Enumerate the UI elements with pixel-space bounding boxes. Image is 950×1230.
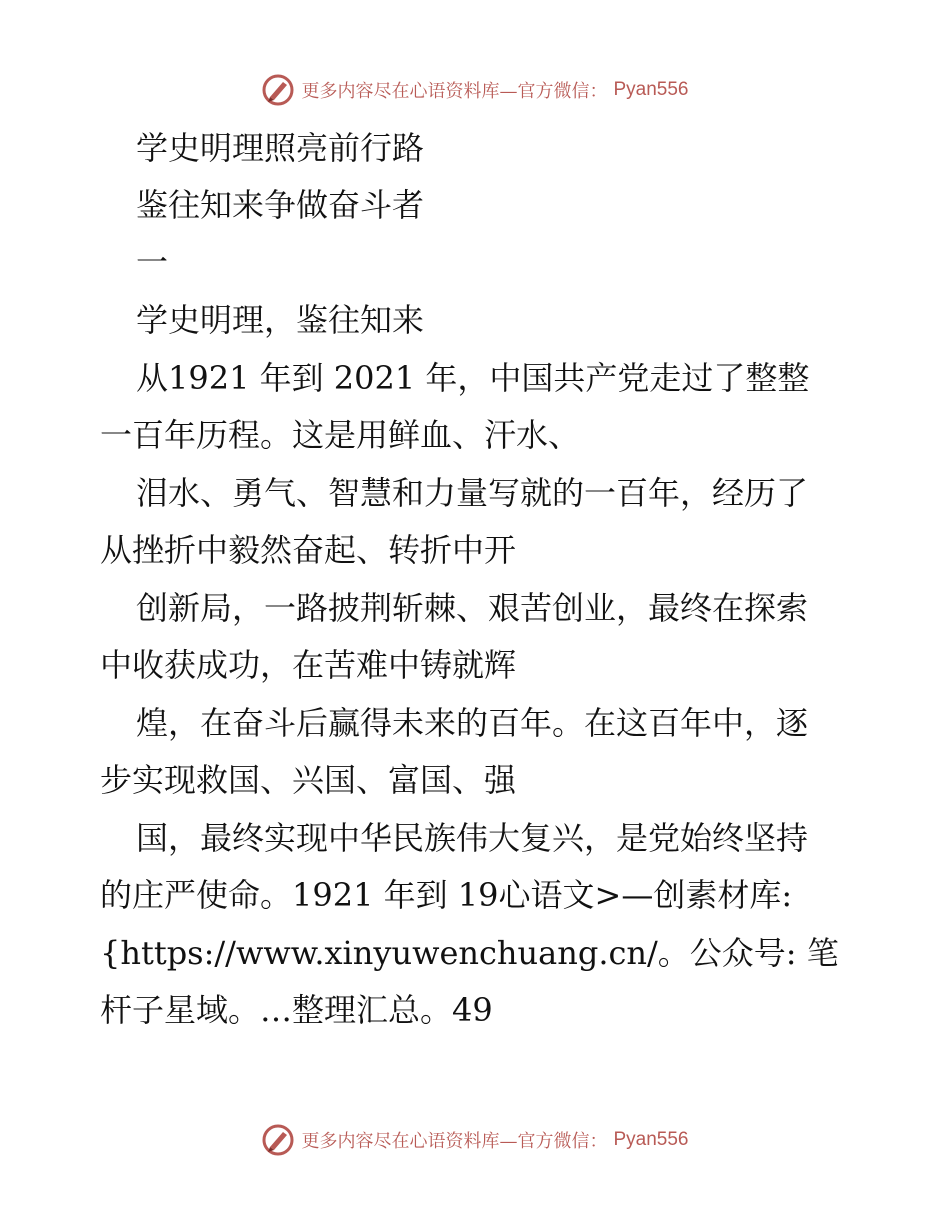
paragraph-line: 杆子星域。…整理汇总。49 xyxy=(100,991,493,1029)
paragraph-line: 煌，在奋斗后赢得未来的百年。在这百年中，逐 xyxy=(136,704,809,742)
header-banner xyxy=(0,70,950,110)
section-number: 一 xyxy=(136,243,169,281)
paragraph-line: 从1921 年到 2021 年，中国共产党走过了整整 xyxy=(136,359,810,397)
pen-seal-icon xyxy=(261,1123,295,1157)
paragraph-line: 步实现救国、兴国、富国、强 xyxy=(100,761,517,799)
title-line-1: 学史明理照亮前行路 xyxy=(136,129,425,167)
paragraph-line: 国，最终实现中华民族伟大复兴，是党始终坚持 xyxy=(136,819,809,857)
banner-text: 更多内容尽在心语资料库—官方微信： xyxy=(301,1131,608,1152)
pen-seal-icon xyxy=(261,73,295,107)
paragraph-line: 的庄严使命。1921 年到 19心语文>—创素材库: xyxy=(100,876,793,914)
banner-wechat-id: Pyan556 xyxy=(613,79,689,100)
banner-text: 更多内容尽在心语资料库—官方微信： xyxy=(301,81,608,102)
section-heading: 学史明理，鉴往知来 xyxy=(136,301,425,339)
paragraph-line: 一百年历程。这是用鲜血、汗水、 xyxy=(100,416,581,454)
banner-wechat-id: Pyan556 xyxy=(613,1129,689,1150)
paragraph-line: 从挫折中毅然奋起、转折中开 xyxy=(100,531,517,569)
footer-banner xyxy=(0,1120,950,1160)
paragraph-line: {https://www.xinyuwenchuang.cn/。公众号: 笔 xyxy=(100,934,839,972)
paragraph-line: 创新局，一路披荆斩棘、艰苦创业，最终在探索 xyxy=(136,589,809,627)
paragraph-line: 泪水、勇气、智慧和力量写就的一百年，经历了 xyxy=(136,474,809,512)
title-line-2: 鉴往知来争做奋斗者 xyxy=(136,186,425,224)
paragraph-line: 中收获成功，在苦难中铸就辉 xyxy=(100,646,517,684)
